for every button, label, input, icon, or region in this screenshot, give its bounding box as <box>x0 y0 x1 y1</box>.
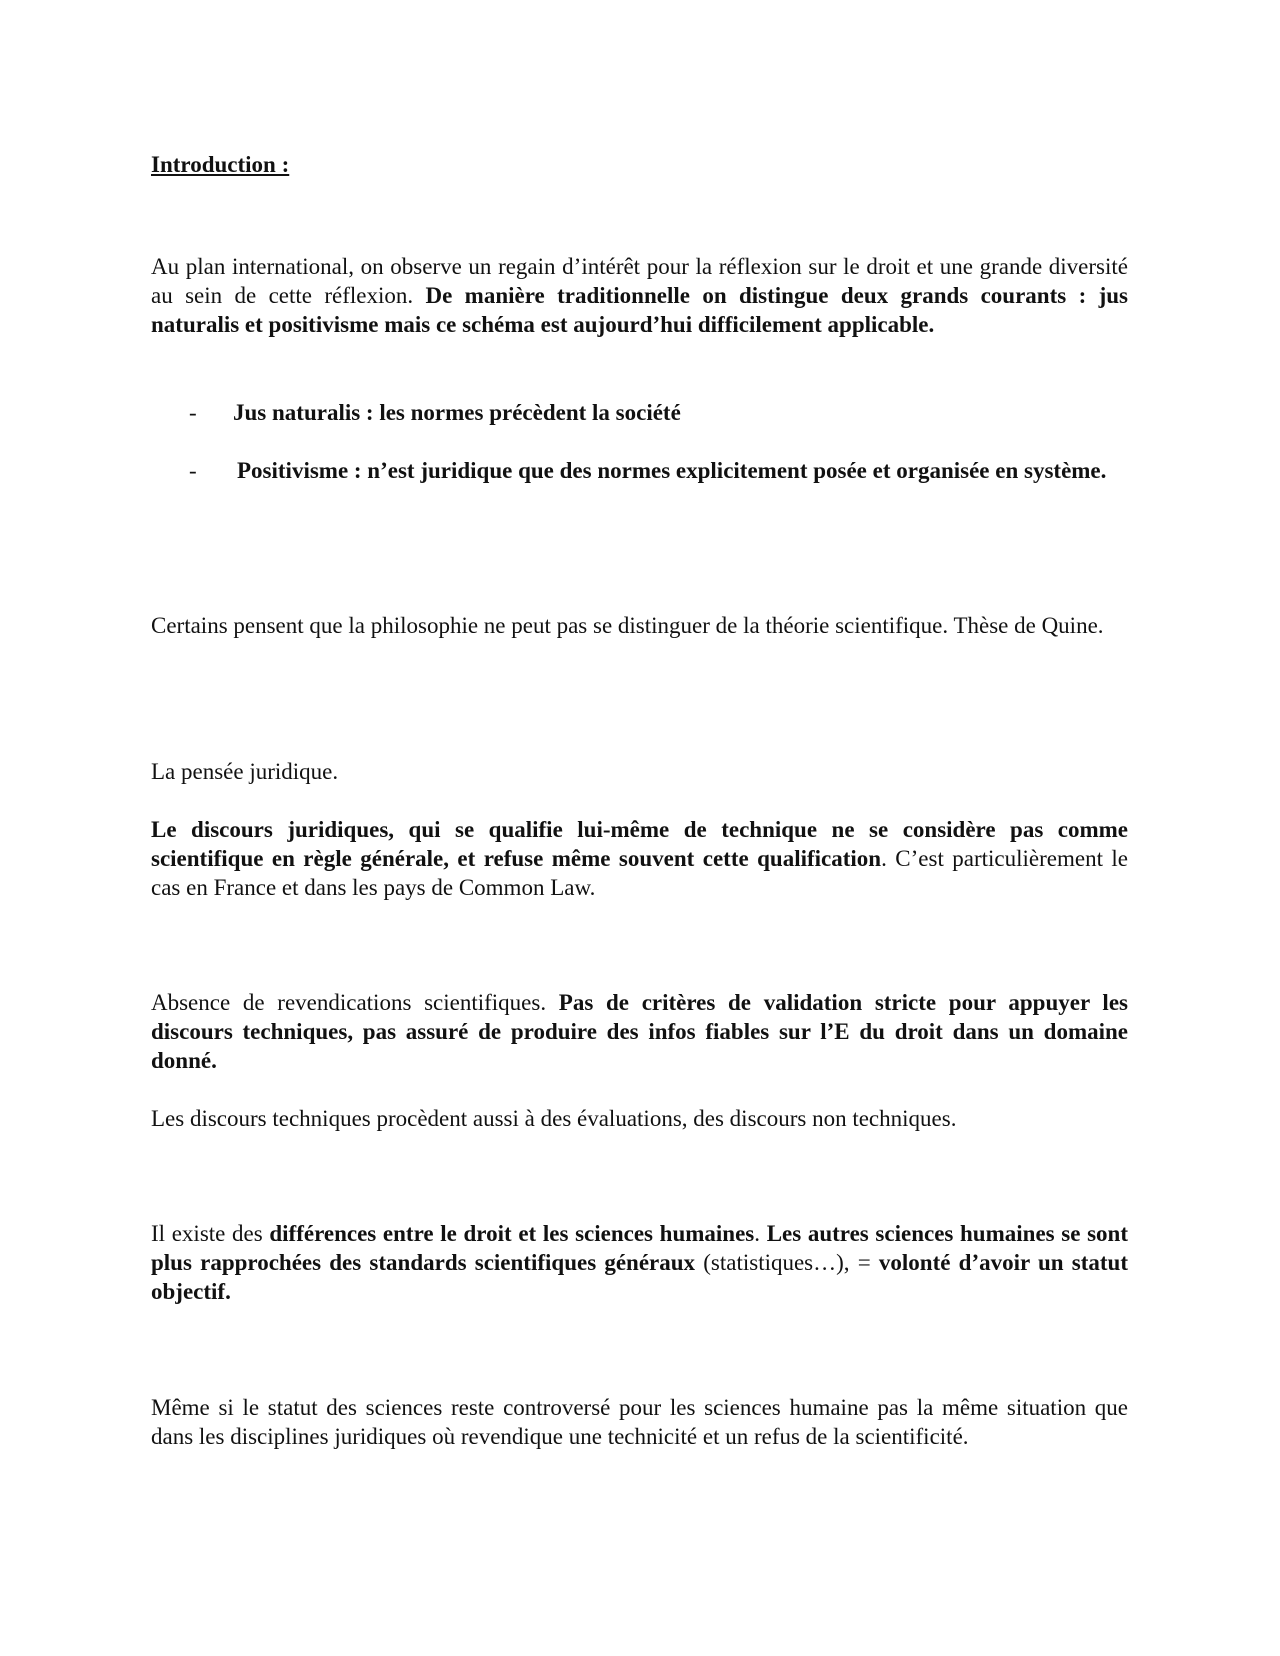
text-run-bold: Les autres sciences humaines se sont plus rapprochées des standards scientifiques généraux <box>151 1221 1129 1275</box>
bullet-dash: - <box>189 458 197 483</box>
text-run: . <box>754 1221 767 1246</box>
text-run: Il existe des <box>151 1221 270 1246</box>
paragraph-differences <box>151 1219 1128 1306</box>
paragraph-intro-bold: De manière traditionnelle on distingue deux grands courants : jus naturalis et positivisme mais ce schéma est aujourd’hui difficilement applicable. <box>151 283 1129 337</box>
text-run: (statistiques…), = <box>695 1250 879 1275</box>
section-heading: Introduction : <box>151 152 290 177</box>
paragraph-pensee-juridique: La pensée juridique. <box>151 759 339 784</box>
paragraph-revendications-normal: Absence de revendications scientifiques. <box>151 990 559 1015</box>
paragraph-revendications <box>151 988 1128 1075</box>
bullet-dash: - <box>189 400 197 425</box>
paragraph-revendications-bold: Pas de critères de validation stricte pour appuyer les discours techniques, pas assuré de produire des infos fiables sur l’E du droit dans un domaine donné. <box>151 990 1128 1073</box>
paragraph-discours-juridiques <box>151 815 1128 902</box>
paragraph-statut-sciences: Même si le statut des sciences reste controversé pour les sciences humaine pas la même situation que dans les disciplines juridiques où revendique une technicité et un refus de la scientificité. <box>151 1395 1128 1449</box>
bullet-text: Positivisme : n’est juridique que des normes explicitement posée et organisée en système. <box>237 458 1107 483</box>
paragraph-intro <box>151 252 1128 339</box>
paragraph-quine: Certains pensent que la philosophie ne peut pas se distinguer de la théorie scientifique. Thèse de Quine. <box>151 613 1104 638</box>
text-run-bold: volonté d’avoir un statut objectif. <box>151 1250 1128 1304</box>
bullet-item-jus-naturalis <box>151 398 1128 427</box>
paragraph-evaluations: Les discours techniques procèdent aussi à des évaluations, des discours non techniques. <box>151 1106 957 1131</box>
paragraph-discours-normal: . C’est particulièrement le cas en France et dans les pays de Common Law. <box>151 846 1128 900</box>
bullet-text: Jus naturalis : les normes précèdent la société <box>233 400 681 425</box>
paragraph-discours-bold: Le discours juridiques, qui se qualifie lui-même de technique ne se considère pas comme scientifique en règle générale, et refuse même souvent cette qualification <box>151 817 1128 871</box>
text-run-bold: différences entre le droit et les sciences humaines <box>269 1221 755 1246</box>
paragraph-intro-normal: Au plan international, on observe un regain d’intérêt pour la réflexion sur le droit et une grande diversité au sein de cette réflexion. <box>151 254 1128 308</box>
bullet-item-positivisme <box>151 456 1128 485</box>
